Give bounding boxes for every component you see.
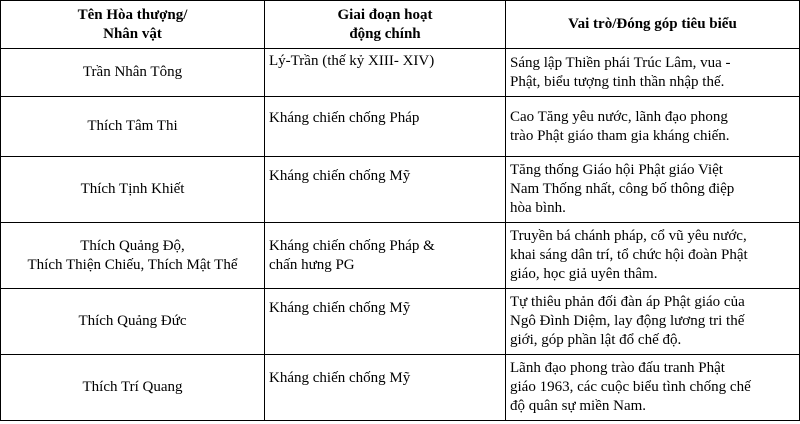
header-name-line: Tên Hòa thượng/	[77, 6, 188, 23]
cell-period	[265, 97, 506, 157]
cell-role	[506, 355, 800, 421]
cell-text: Nam Thống nhất, công bố thông điệp	[510, 181, 735, 197]
cell-text: Thích Tâm Thi	[87, 118, 178, 134]
cell-text: Lãnh đạo phong trào đấu tranh Phật	[510, 360, 725, 376]
header-period-line: động chính	[349, 25, 421, 42]
cell-text: Tự thiêu phản đối đàn áp Phật giáo của	[510, 294, 745, 310]
cell-name	[1, 355, 265, 421]
cell-text: hòa bình.	[510, 200, 566, 216]
cell-name	[1, 289, 265, 355]
cell-period	[265, 355, 506, 421]
header-role	[506, 1, 800, 49]
cell-period	[265, 157, 506, 223]
header-row	[1, 1, 800, 49]
cell-name	[1, 157, 265, 223]
cell-text: Kháng chiến chống Mỹ	[269, 370, 411, 386]
cell-text: Ngô Đình Diệm, lay động lương tri thế	[510, 313, 745, 329]
cell-text: Lý-Trần (thế kỷ XIII- XIV)	[269, 53, 435, 69]
header-period-line: Giai đoạn hoạt	[337, 6, 433, 23]
cell-text: Thích Quảng Đức	[78, 313, 187, 329]
cell-role	[506, 289, 800, 355]
cell-text: khai sáng dân trí, tổ chức hội đoàn Phật	[510, 247, 748, 263]
cell-text: Trần Nhân Tông	[82, 64, 183, 80]
header-period	[265, 1, 506, 49]
cell-text: Cao Tăng yêu nước, lãnh đạo phong	[510, 108, 728, 125]
cell-name	[1, 97, 265, 157]
cell-text: Kháng chiến chống Pháp &	[269, 237, 435, 254]
cell-text: trào Phật giáo tham gia kháng chiến.	[510, 127, 730, 144]
table-row	[1, 223, 800, 289]
cell-text: Kháng chiến chống Pháp	[269, 110, 420, 126]
table-row	[1, 355, 800, 421]
cell-text: Kháng chiến chống Mỹ	[269, 168, 411, 184]
cell-role	[506, 157, 800, 223]
header-name-line: Nhân vật	[103, 25, 162, 42]
cell-text: Thích Thiện Chiếu, Thích Mật Thể	[27, 256, 238, 273]
cell-text: giới, góp phần lật đổ chế độ.	[510, 332, 682, 348]
cell-text: Phật, biểu tượng tinh thần nhập thế.	[510, 73, 725, 90]
cell-text: Kháng chiến chống Mỹ	[269, 300, 411, 316]
cell-text: giáo 1963, các cuộc biểu tình chống chế	[510, 379, 751, 395]
cell-text: Thích Tịnh Khiết	[80, 181, 185, 197]
cell-text: chấn hưng PG	[269, 256, 355, 273]
cell-name	[1, 223, 265, 289]
cell-period	[265, 289, 506, 355]
cell-text: Tăng thống Giáo hội Phật giáo Việt	[510, 162, 723, 178]
cell-text: Thích Quảng Độ,	[80, 237, 185, 254]
cell-period	[265, 49, 506, 97]
table-row	[1, 97, 800, 157]
cell-text: Thích Trí Quang	[82, 379, 183, 395]
table-row	[1, 49, 800, 97]
header-name	[1, 1, 265, 49]
cell-period	[265, 223, 506, 289]
cell-name	[1, 49, 265, 97]
cell-text: Truyền bá chánh pháp, cổ vũ yêu nước,	[510, 228, 747, 244]
table-row	[1, 157, 800, 223]
cell-role	[506, 223, 800, 289]
cell-role	[506, 49, 800, 97]
cell-text: Sáng lập Thiền phái Trúc Lâm, vua -	[510, 54, 731, 71]
header-role-text: Vai trò/Đóng góp tiêu biểu	[568, 16, 737, 32]
cell-role	[506, 97, 800, 157]
cell-text: giáo, học giả uyên thâm.	[510, 266, 658, 282]
table-row	[1, 289, 800, 355]
cell-text: độ quân sự miền Nam.	[510, 398, 647, 414]
